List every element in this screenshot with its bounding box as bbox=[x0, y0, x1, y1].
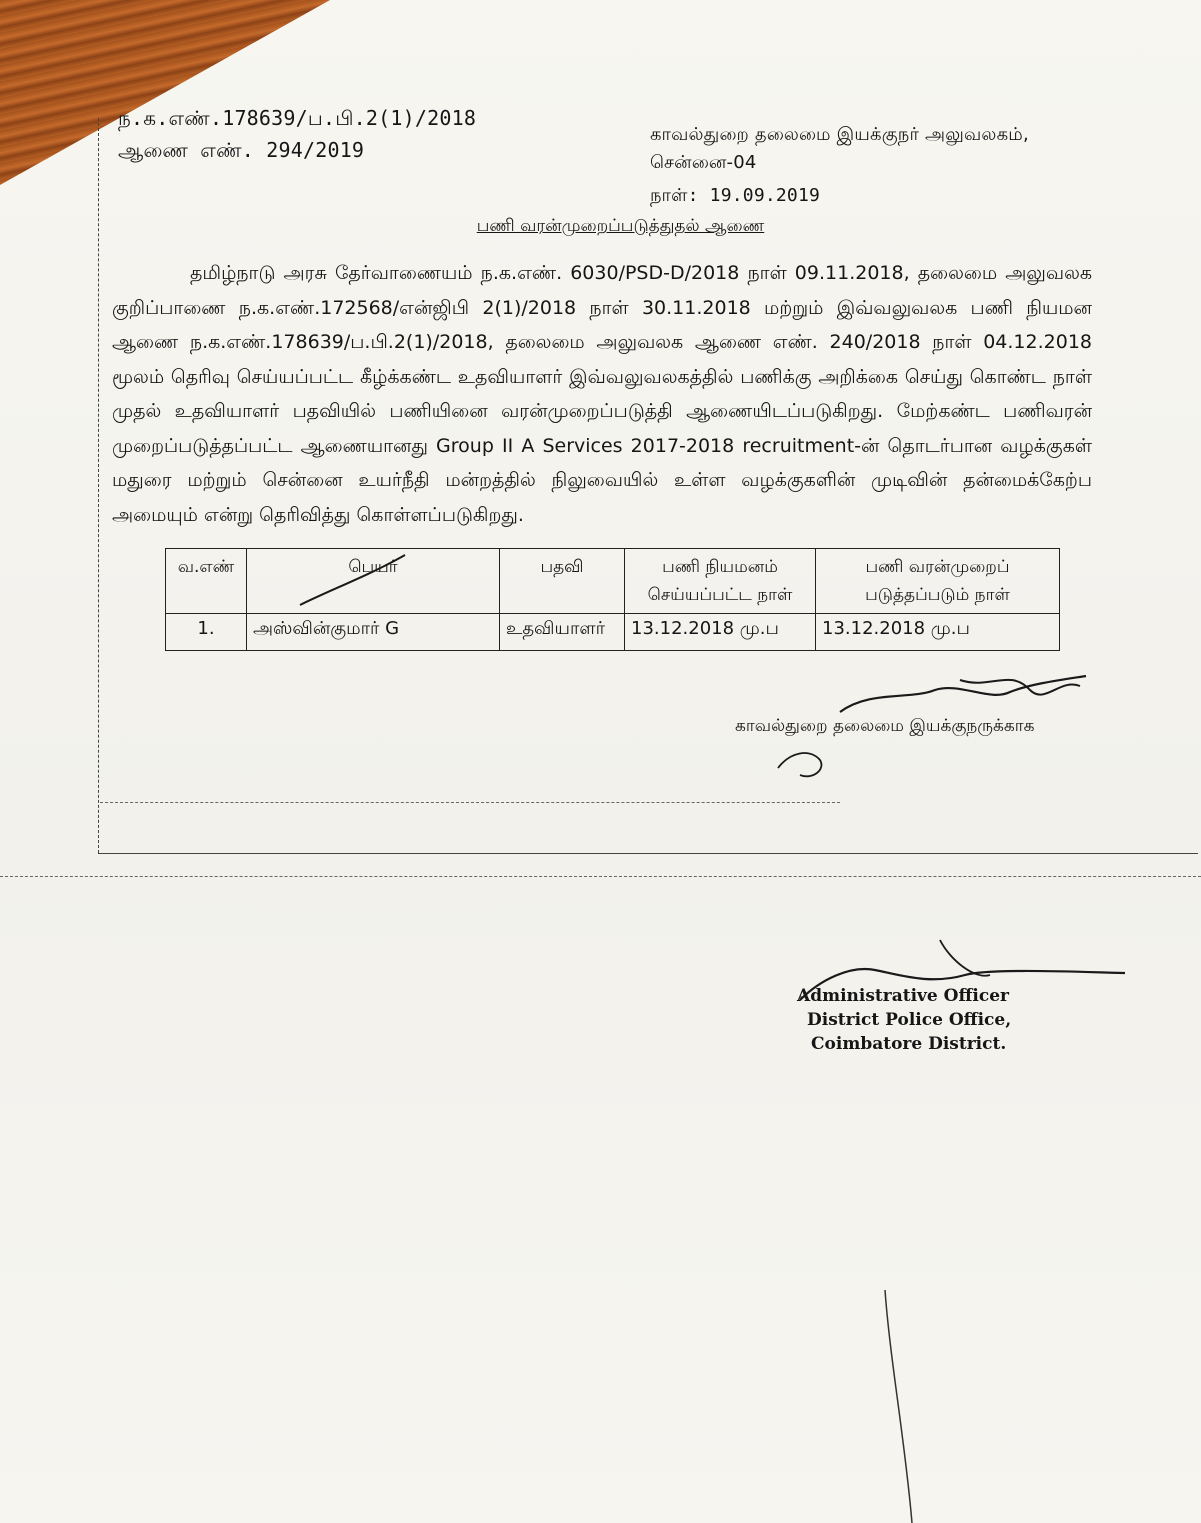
dashed-rule bbox=[100, 802, 840, 803]
dashed-rule bbox=[0, 876, 1201, 877]
cell-post: உதவியாளர் bbox=[500, 614, 625, 651]
cell-regularisation-date: 13.12.2018 மு.ப bbox=[816, 614, 1060, 651]
body-paragraph: தமிழ்நாடு அரசு தேர்வாணையம் ந.க.எண். 6030/PSD-D/2018 நாள் 09.11.2018, தலைமை அலுவலக குறிப்பாணை ந.க.எண்.172568/என்ஜிபி 2(1)/2018 நாள் 30.11.2018 மற்றும் இவ்வலுவலக பணி நியமன ஆணை ந.க.எண்.178639/ப.பி.2(1)/2018, தலைமை அலுவலக ஆணை எண். 240/2018 நாள் 04.12.2018 மூலம் தெரிவு செய்யப்பட்ட கீழ்க்கண்ட உதவியாளர் இவ்வலுவலகத்தில் பணிக்கு அறிக்கை செய்து கொண்ட நாள் முதல் உதவியாளர் பதவியில் பணியினை வரன்முறைப்படுத்தி ஆணையிடப்படுகிறது. மேற்கண்ட பணிவரன் முறைப்படுத்தப்பட்ட ஆணையானது Group II A Services 2017-2018 recruitment-ன் தொடர்பான வழக்குகள் மதுரை மற்றும் சென்னை உயர்நீதி மன்றத்தில் நிலுவையில் உள்ள வழக்குகளின் முடிவின் தன்மைக்கேற்ப அமையும் என்று தெரிவித்து கொள்ளப்படுகிறது. bbox=[112, 262, 1092, 526]
cell-serial: 1. bbox=[166, 614, 247, 651]
cell-appointment-date: 13.12.2018 மு.ப bbox=[625, 614, 816, 651]
office-name: காவல்துறை தலைமை இயக்குநர் அலுவலகம், bbox=[650, 124, 1029, 145]
attestation-office: District Police Office, bbox=[807, 1010, 1012, 1030]
attestation-designation: Administrative Officer bbox=[797, 986, 1010, 1006]
document-border-bottom bbox=[98, 853, 1198, 854]
attestation-district: Coimbatore District. bbox=[811, 1034, 1007, 1054]
table-header-row bbox=[166, 549, 1060, 614]
office-city: சென்னை-04 bbox=[650, 152, 757, 173]
staff-table bbox=[165, 548, 1060, 651]
order-number: ஆணை எண். 294/2019 bbox=[118, 138, 365, 162]
order-date: நாள்: 19.09.2019 bbox=[650, 185, 821, 206]
col-appointment-date-header: பணி நியமனம் செய்யப்பட்ட நாள் bbox=[625, 549, 816, 614]
col-serial-header: வ.எண் bbox=[166, 549, 247, 614]
cell-name: அஸ்வின்குமார் G bbox=[247, 614, 500, 651]
document-title: பணி வரன்முறைப்படுத்துதல் ஆணை bbox=[476, 216, 765, 236]
attestation-block bbox=[797, 984, 1011, 1056]
col-regularisation-date-header: பணி வரன்முறைப் படுத்தப்படும் நாள் bbox=[816, 549, 1060, 614]
col-post-header: பதவி bbox=[500, 549, 625, 614]
reference-number: ந.க.எண்.178639/ப.பி.2(1)/2018 bbox=[118, 106, 477, 130]
signature-caption: காவல்துறை தலைமை இயக்குநருக்காக bbox=[735, 716, 1035, 736]
col-name-header: பெயர் bbox=[247, 549, 500, 614]
document-title-row bbox=[0, 216, 1201, 238]
table-row bbox=[166, 614, 1060, 651]
